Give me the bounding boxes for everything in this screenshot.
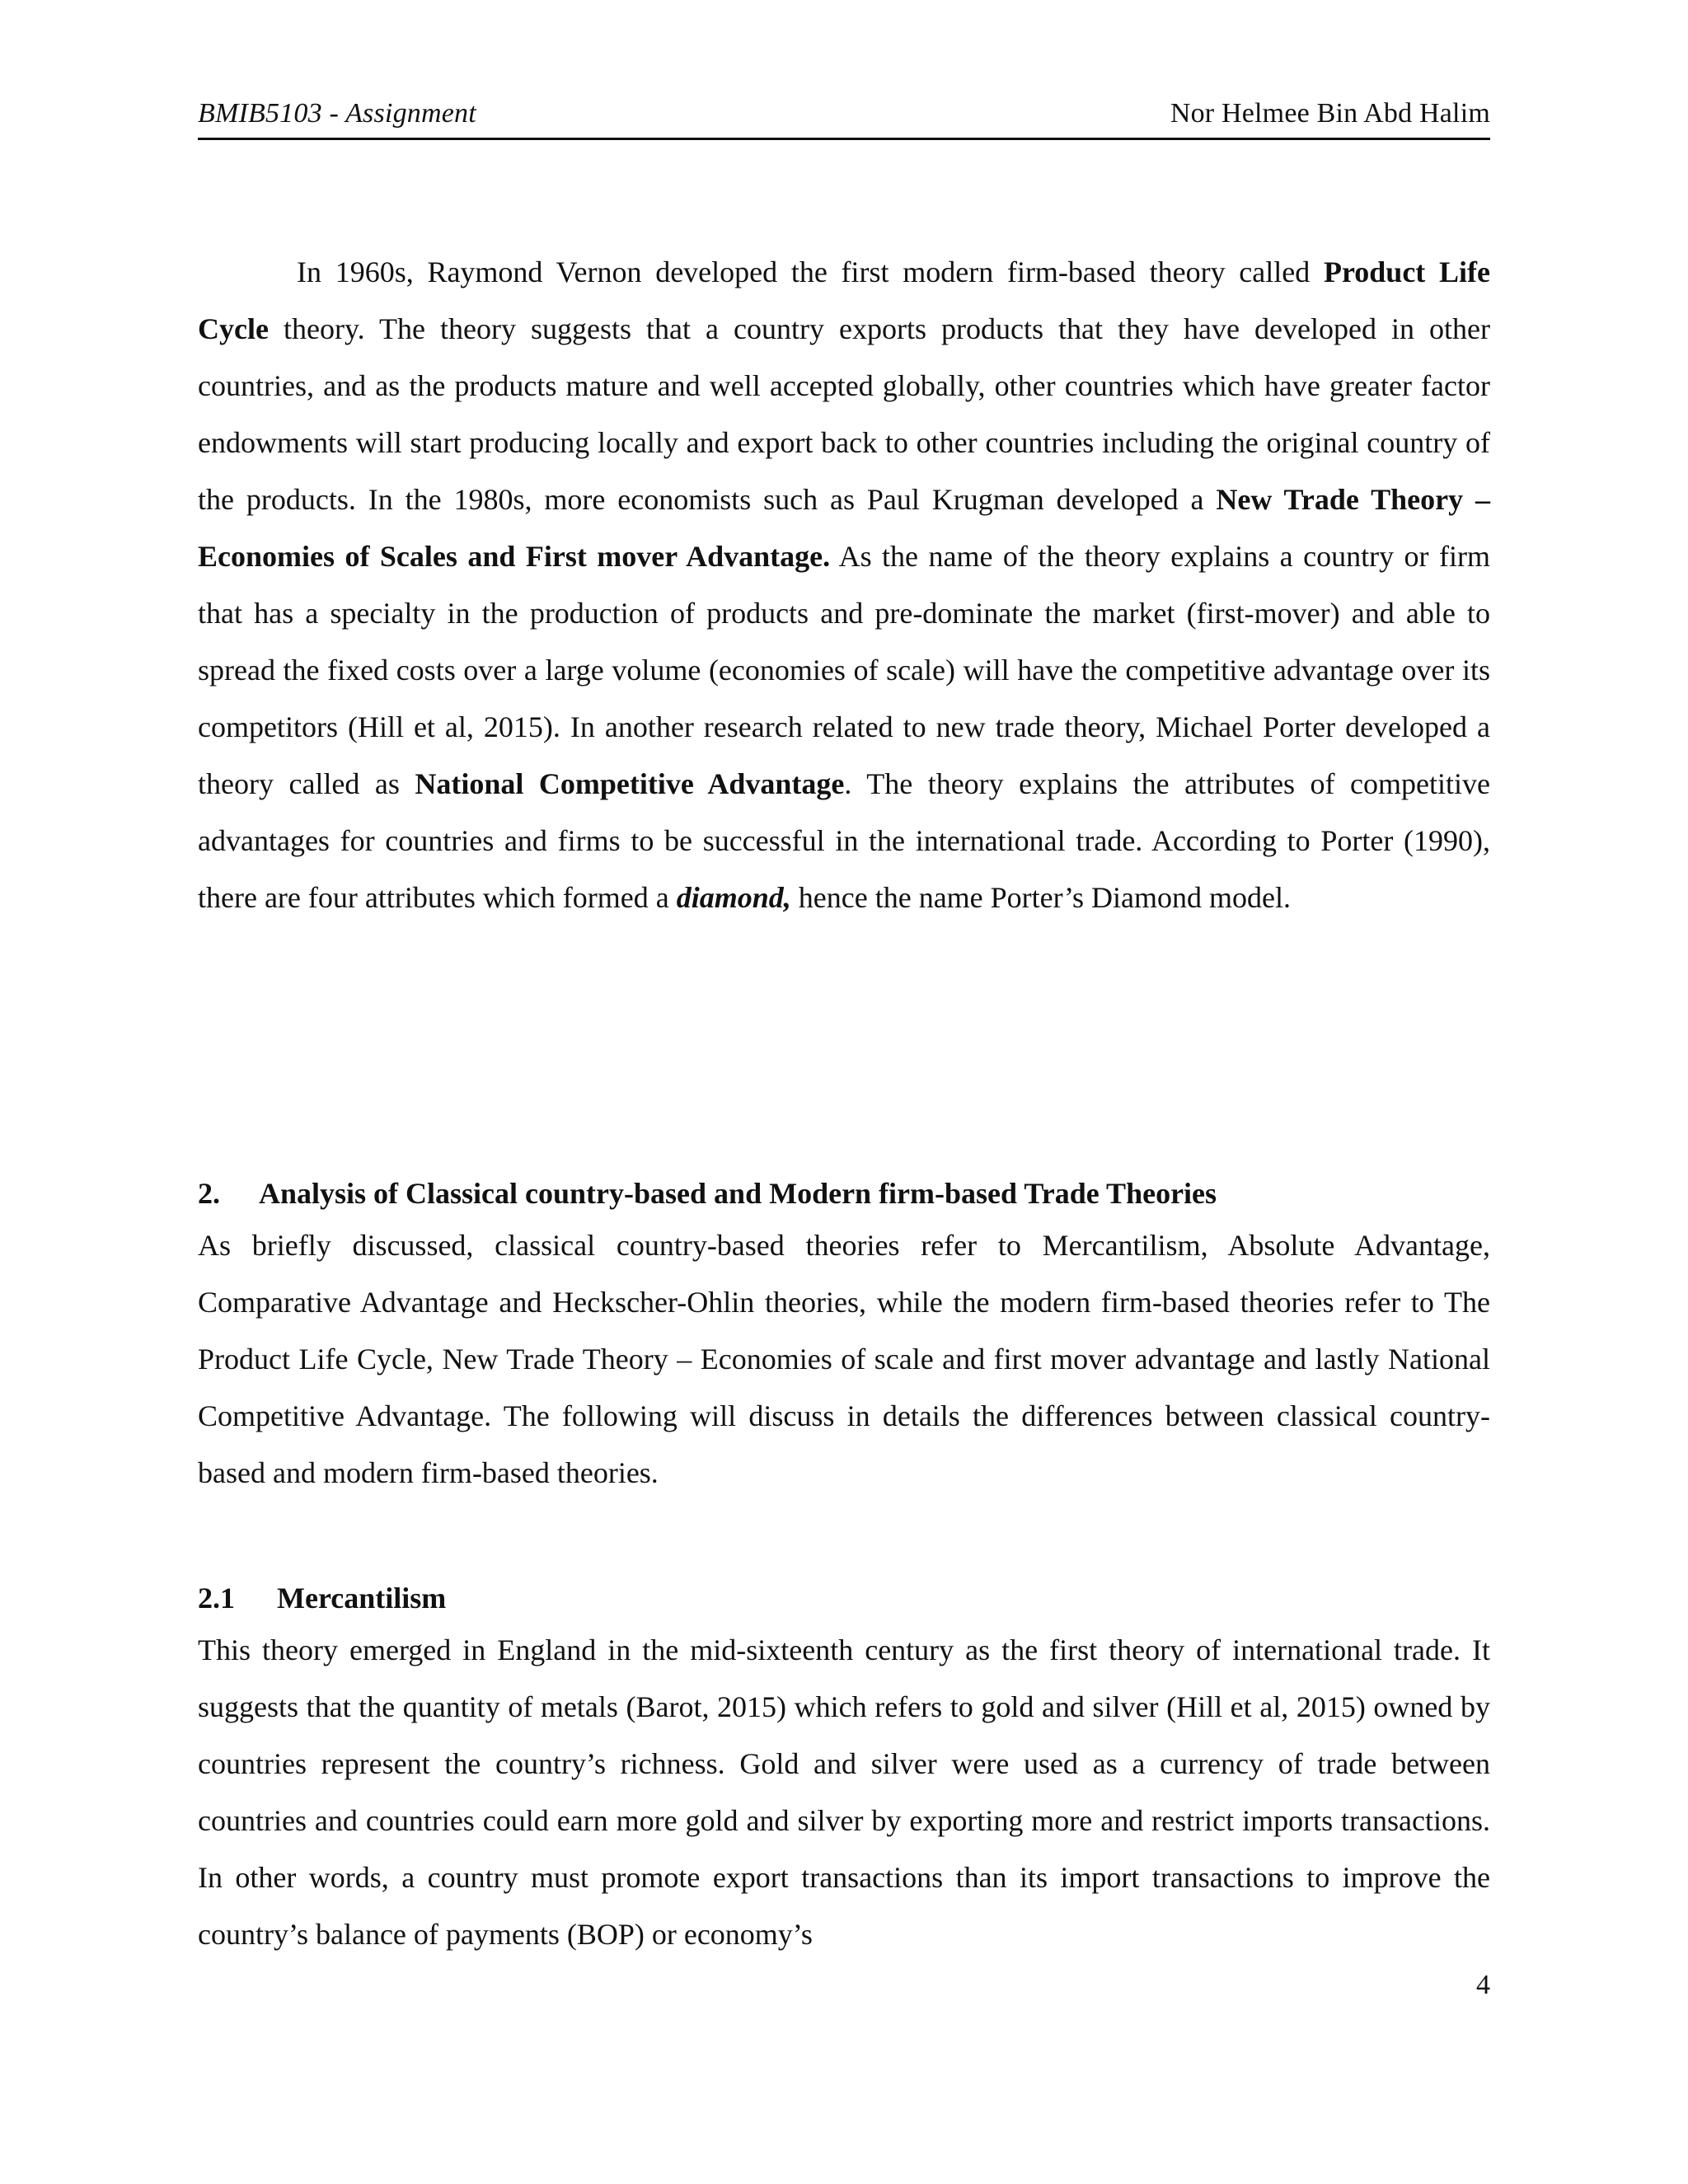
- section-2-heading: [198, 1174, 1490, 1213]
- header-course-code: BMIB5103 - Assignment: [198, 98, 476, 129]
- para1-bold-national-competitive-advantage: National Competitive Advantage: [415, 767, 845, 800]
- para1-text-5: hence the name Porter’s Diamond model.: [790, 881, 1291, 914]
- section-2-number: 2.: [198, 1177, 220, 1210]
- paragraph-intro: [198, 244, 1490, 926]
- section-2-1-number: 2.1: [198, 1582, 235, 1615]
- para1-text-4: . The theory explains the attributes of competitive advantages for countries and firms to be successful in the international trade. According to Porter (1990), there are four attributes which formed a: [198, 767, 1490, 914]
- page-header: [198, 97, 1490, 140]
- header-author-name: Nor Helmee Bin Abd Halim: [1170, 98, 1490, 129]
- para1-bold-product-life-cycle: Product Life Cycle: [198, 255, 1490, 345]
- section-2-1-title: Mercantilism: [277, 1582, 447, 1615]
- para1-bold-italic-diamond: diamond,: [676, 881, 791, 914]
- section-2-1-paragraph: This theory emerged in England in the mid-sixteenth century as the first theory of international trade. It suggests that the quantity of metals (Barot, 2015) which refers to gold and silver (Hill et al, 2015) owned by countries represent the country’s richness. Gold and silver were used as a currency of trade between countries and countries could earn more gold and silver by exporting more and restrict imports transactions. In other words, a country must promote export transactions than its import transactions to improve the country’s balance of payments (BOP) or economy’s: [198, 1633, 1490, 1951]
- section-2-paragraph: As briefly discussed, classical country-based theories refer to Mercantilism, Absolute Advantage, Comparative Advantage and Heckscher-Ohlin theories, while the modern firm-based theories refer to The Product Life Cycle, New Trade Theory – Economies of scale and first mover advantage and lastly National Competitive Advantage. The following will discuss in details the differences between classical country-based and modern firm-based theories.: [198, 1229, 1490, 1489]
- para1-text-3: As the name of the theory explains a country or firm that has a specialty in the production of products and pre-dominate the market (first-mover) and able to spread the fixed costs over a large volume (economies of scale) will have the competitive advantage over its competitors (Hill et al, 2015). In another research related to new trade theory, Michael Porter developed a theory called as: [198, 540, 1490, 800]
- section-2-1-heading: [198, 1578, 1490, 1618]
- para1-text-1: In 1960s, Raymond Vernon developed the first modern firm-based theory called: [297, 255, 1324, 288]
- para1-text-2: theory. The theory suggests that a country exports products that they have developed in other countries, and as the products mature and well accepted globally, other countries which have greater factor endowments will start producing locally and export back to other countries including the original country of the products. In the 1980s, more economists such as Paul Krugman developed a: [198, 312, 1490, 516]
- section-2-title: Analysis of Classical country-based and Modern firm-based Trade Theories: [259, 1177, 1217, 1210]
- page-number: 4: [1476, 1970, 1490, 2000]
- para1-bold-new-trade-theory: New Trade Theory – Economies of Scales and First mover Advantage.: [198, 483, 1491, 573]
